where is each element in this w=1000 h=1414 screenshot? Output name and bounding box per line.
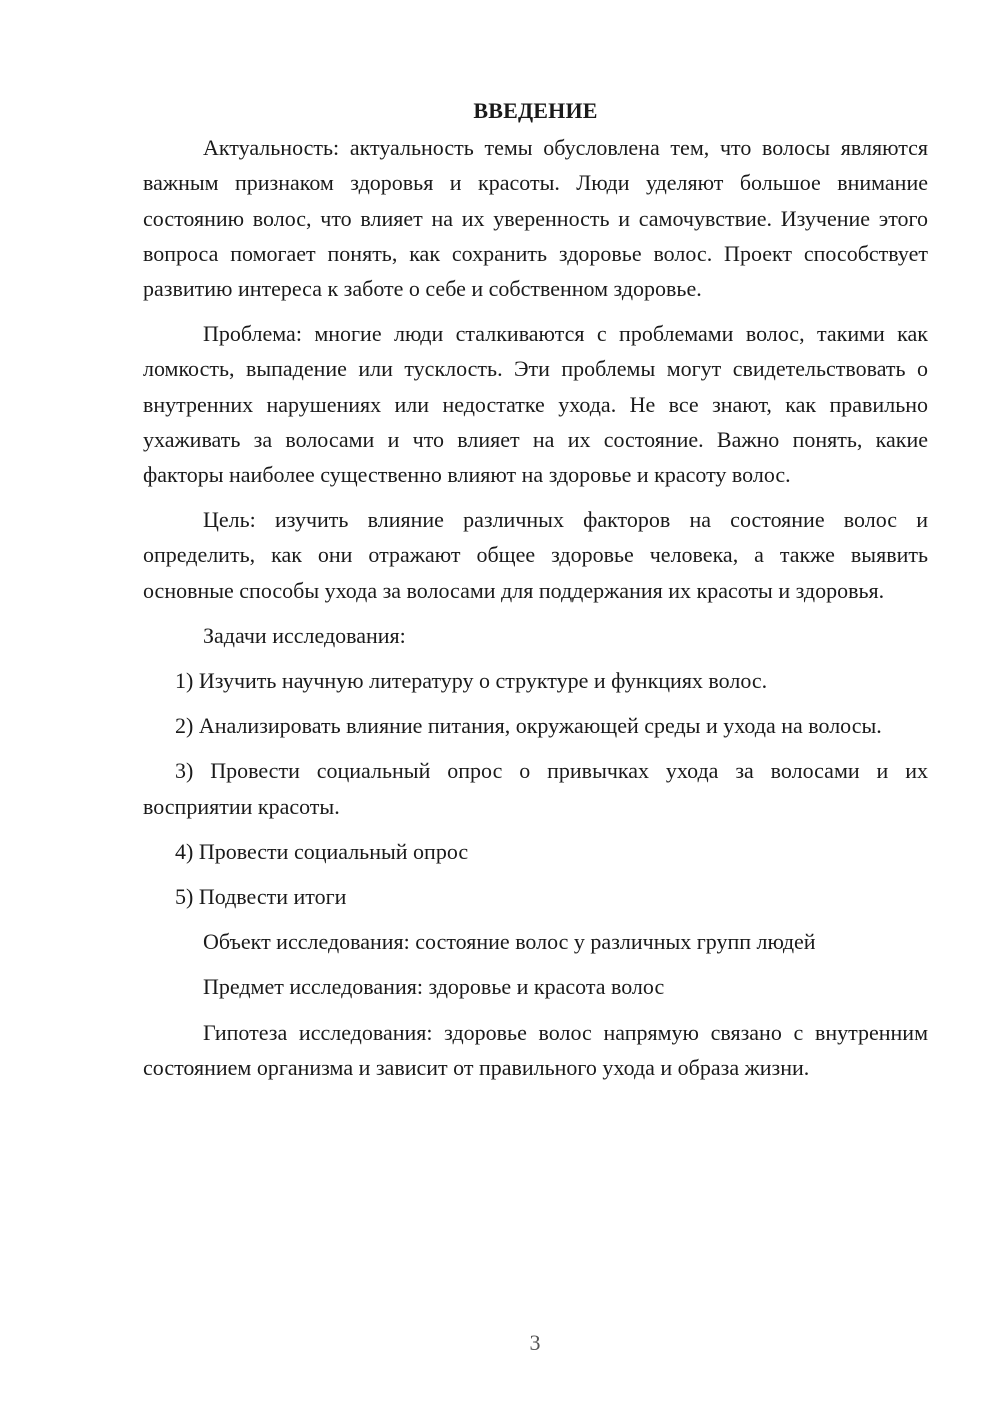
problem-paragraph: Проблема: многие люди сталкиваются с проблемами волос, такими как ломкость, выпадение или тусклость. Эти проблемы могут свидетельствовать о внутренних нарушениях или недостатке ухода. Не все знают, как правильно ухаживать за волосами и что влияет на их состояние. Важно понять, какие факторы наиболее существенно влияют на здоровье и красоту волос. — [143, 321, 928, 488]
page-number: 3 — [529, 1330, 541, 1355]
task-item: 5) Подвести итоги — [175, 884, 347, 910]
page-content — [143, 93, 928, 1095]
task-item: 4) Провести социальный опрос — [175, 838, 469, 864]
goal-paragraph: Цель: изучить влияние различных факторов на состояние волос и определить, как они отражают общее здоровье человека, а также выявить основные способы ухода за волосами для поддержания их красоты и здоровья. — [143, 507, 928, 603]
section-title: ВВЕДЕНИЕ — [473, 98, 598, 123]
research-object: Объект исследования: состояние волос у различных групп людей — [203, 929, 816, 955]
task-item: 2) Анализировать влияние питания, окружающей среды и ухода на волосы. — [175, 713, 882, 739]
relevance-paragraph: Актуальность: актуальность темы обусловлена тем, что волосы являются важным признаком здоровья и красоты. Люди уделяют большое внимание состоянию волос, что влияет на их уверенность и самочувствие. Изучение этого вопроса помогает понять, как сохранить здоровье волос. Проект способствует развитию интереса к заботе о себе и собственном здоровье. — [143, 135, 928, 302]
research-hypothesis: Гипотеза исследования: здоровье волос напрямую связано с внутренним состоянием организма и зависит от правильного ухода и образа жизни. — [143, 1019, 928, 1080]
tasks-heading: Задачи исследования: — [203, 622, 406, 648]
research-subject: Предмет исследования: здоровье и красота волос — [203, 974, 665, 1000]
task-item: 1) Изучить научную литературу о структуре и функциях волос. — [175, 668, 768, 694]
task-item: 3) Провести социальный опрос о привычках ухода за волосами и их восприятии красоты. — [143, 758, 928, 819]
